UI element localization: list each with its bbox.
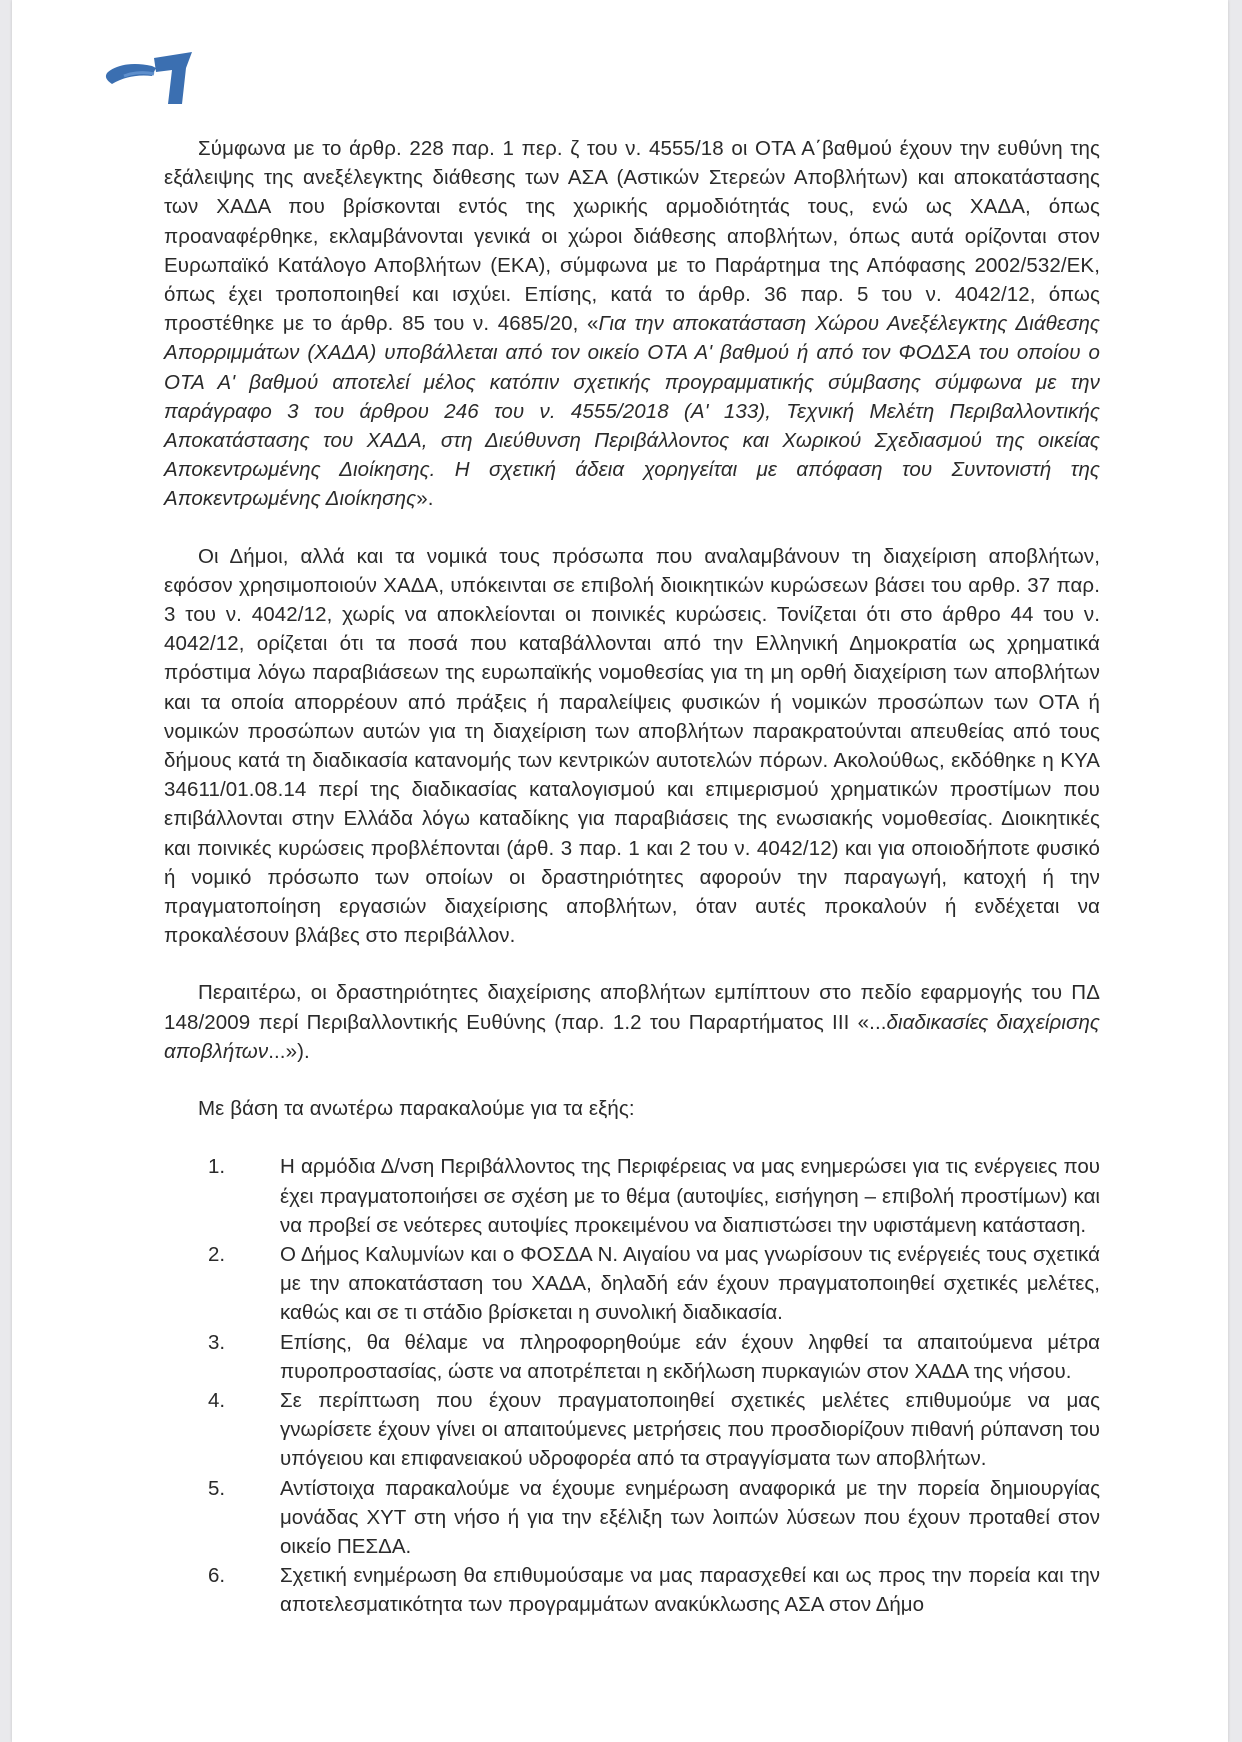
list-item-text: Σε περίπτωση που έχουν πραγματοποιηθεί σχετικές μελέτες επιθυμούμε να μας γνωρίσετε έχουν γίνει οι απαιτούμενες μετρήσεις που προσδιορίζουν πιθανή ρύπανση του υπόγειου και επιφανειακού υδροφορέα από τα στραγγίσματα των αποβλήτων. [280, 1388, 1100, 1471]
quoted-law-text: Για την αποκατάσταση Χώρου Ανεξέλεγκτης Διάθεσης Απορριμμάτων (ΧΑΔΑ) υποβάλλεται από τον οικείο ΟΤΑ Α' βαθμού ή από τον ΦΟΔΣΑ του οποίου ο ΟΤΑ Α' βαθμού αποτελεί μέλος κατόπιν σχετικής προγραμματικής σύμβασης σύμφωνα με την παράγραφο 3 του άρθρου 246 του ν. 4555/2018 (Α' 133), Τεχνική Μελέτη Περιβαλλοντικής Αποκατάστασης του ΧΑΔΑ, στη Διεύθυνση Περιβάλλοντος και Χωρικού Σχεδιασμού της οικείας Αποκεντρωμένης Διοίκησης. Η σχετική άδεια χορηγείται με απόφαση του Συντονιστή της Αποκεντρωμένης Διοίκησης [164, 312, 1100, 511]
paragraph-environmental-liability [164, 978, 1100, 1066]
paragraph-legal-framework [164, 134, 1100, 514]
paragraph-text: ...»). [268, 1039, 310, 1063]
document-page [12, 0, 1228, 1742]
list-item [164, 1152, 1100, 1240]
document-body [164, 134, 1100, 1620]
list-item-text: Επίσης, θα θέλαμε να πληροφορηθούμε εάν έχουν ληφθεί τα απαιτούμενα μέτρα πυροπροστασίας, ώστε να αποτρέπεται η εκδήλωση πυρκαγιών στον ΧΑΔΑ της νήσου. [280, 1330, 1100, 1383]
paragraph-sanctions: Οι Δήμοι, αλλά και τα νομικά τους πρόσωπα που αναλαμβάνουν τη διαχείριση αποβλήτων, εφόσον χρησιμοποιούν ΧΑΔΑ, υπόκεινται σε επιβολή διοικητικών κυρώσεων βάσει του αρθρ. 37 παρ. 3 του ν. 4042/12, χωρίς να αποκλείονται οι ποινικές κυρώσεις. Τονίζεται ότι στο άρθρο 44 του ν. 4042/12, ορίζεται ότι τα ποσά που καταβάλλονται από την Ελληνική Δημοκρατία ως χρηματικά πρόστιμα λόγω παραβιάσεων της ευρωπαϊκής νομοθεσίας για τη μη ορθή διαχείριση των αποβλήτων και τα οποία απορρέουν από πράξεις ή παραλείψεις φυσικών ή νομικών προσώπων των ΟΤΑ ή νομικών προσώπων αυτών για τη διαχείριση των αποβλήτων παρακρατούνται απευθείας από τους δήμους κατά τη διαδικασία κατανομής των κεντρικών αυτοτελών πόρων. Ακολούθως, εκδόθηκε η ΚΥΑ 34611/01.08.14 περί της διαδικασίας καταλογισμού και επιμερισμού χρηματικών προστίμων που επιβάλλονται στην Ελλάδα λόγω καταδίκης για παραβιάσεις της ενωσιακής νομοθεσίας. Διοικητικές και ποινικές κυρώσεις προβλέπονται (άρθ. 3 παρ. 1 και 2 του ν. 4042/12) και για οποιοδήποτε φυσικό ή νομικό πρόσωπο των οποίων οι δραστηριότητες αφορούν την παραγωγή, κατοχή ή την πραγματοποίηση εργασιών διαχείρισης αποβλήτων, όταν αυτές προκαλούν ή ενδέχεται να προκαλέσουν βλάβες στο περιβάλλον. [164, 544, 1100, 948]
list-item [164, 1386, 1100, 1474]
ministry-logo-icon [104, 46, 200, 108]
list-item-text: Ο Δήμος Καλυμνίων και ο ΦΟΣΔΑ Ν. Αιγαίου να μας γνωρίσουν τις ενέργειές τους σχετικά με την αποκατάσταση του ΧΑΔΑ, δηλαδή εάν έχουν πραγματοποιηθεί σχετικές μελέτες, καθώς και σε τι στάδιο βρίσκεται η συνολική διαδικασία. [280, 1242, 1100, 1325]
list-item-number: 4. [208, 1388, 226, 1412]
paragraph-text: Σύμφωνα με το άρθρ. 228 παρ. 1 περ. ζ του ν. 4555/18 οι ΟΤΑ Α΄βαθμού έχουν την ευθύνη της εξάλειψης της ανεξέλεγκτης διάθεσης των ΑΣΑ (Αστικών Στερεών Αποβλήτων) και αποκατάστασης των ΧΑΔΑ που βρίσκονται εντός της χωρικής αρμοδιότητάς τους, ενώ ως ΧΑΔΑ, όπως προαναφέρθηκε, εκλαμβάνονται γενικά οι χώροι διάθεσης αποβλήτων, όπως αυτά ορίζονται στον Ευρωπαϊκό Κατάλογο Αποβλήτων (ΕΚΑ), σύμφωνα με το Παράρτημα της Απόφασης 2002/532/ΕΚ, όπως έχει τροποποιηθεί και ισχύει. Επίσης, κατά το άρθρ. 36 παρ. 5 του ν. 4042/12, όπως προστέθηκε με το άρθρ. 85 του ν. 4685/20, « [164, 137, 1100, 336]
request-list [164, 1152, 1100, 1619]
list-item-number: 6. [208, 1564, 226, 1588]
list-item-number: 3. [208, 1330, 226, 1354]
list-item-text: Αντίστοιχα παρακαλούμε να έχουμε ενημέρωση αναφορικά με την πορεία δημιουργίας μονάδας ΧΥΤ στη νήσο ή για την εξέλιξη των λοιπών λύσεων που έχουν προταθεί στον οικείο ΠΕΣΔΑ. [280, 1476, 1100, 1558]
list-item-number: 5. [208, 1476, 226, 1500]
list-item [164, 1328, 1100, 1386]
list-item [164, 1561, 1100, 1619]
list-item-text: Η αρμόδια Δ/νση Περιβάλλοντος της Περιφέρειας να μας ενημερώσει για τις ενέργειες που έχει πραγματοποιήσει σε σχέση με το θέμα (αυτοψίες, εισήγηση – επιβολή προστίμων) και να προβεί σε νεότερες αυτοψίες προκειμένου να διαπιστώσει την υφιστάμενη κατάσταση. [280, 1155, 1100, 1237]
list-item [164, 1240, 1100, 1328]
quoted-text: διαδικασίες διαχείρισης αποβλήτων [164, 1010, 1100, 1063]
list-item [164, 1474, 1100, 1562]
paragraph-request-intro: Με βάση τα ανωτέρω παρακαλούμε για τα εξής: [198, 1097, 635, 1121]
paragraph-text: Περαιτέρω, οι δραστηριότητες διαχείρισης αποβλήτων εμπίπτουν στο πεδίο εφαρμογής του ΠΔ 148/2009 περί Περιβαλλοντικής Ευθύνης (παρ. 1.2 του Παραρτήματος ΙΙΙ «... [164, 981, 1100, 1034]
list-item-number: 1. [208, 1155, 226, 1179]
paragraph-text: ». [416, 487, 434, 511]
list-item-number: 2. [208, 1242, 226, 1266]
list-item-text: Σχετική ενημέρωση θα επιθυμούσαμε να μας παρασχεθεί και ως προς την πορεία και την αποτελεσματικότητα των προγραμμάτων ανακύκλωσης ΑΣΑ στον Δήμο [280, 1564, 1100, 1617]
